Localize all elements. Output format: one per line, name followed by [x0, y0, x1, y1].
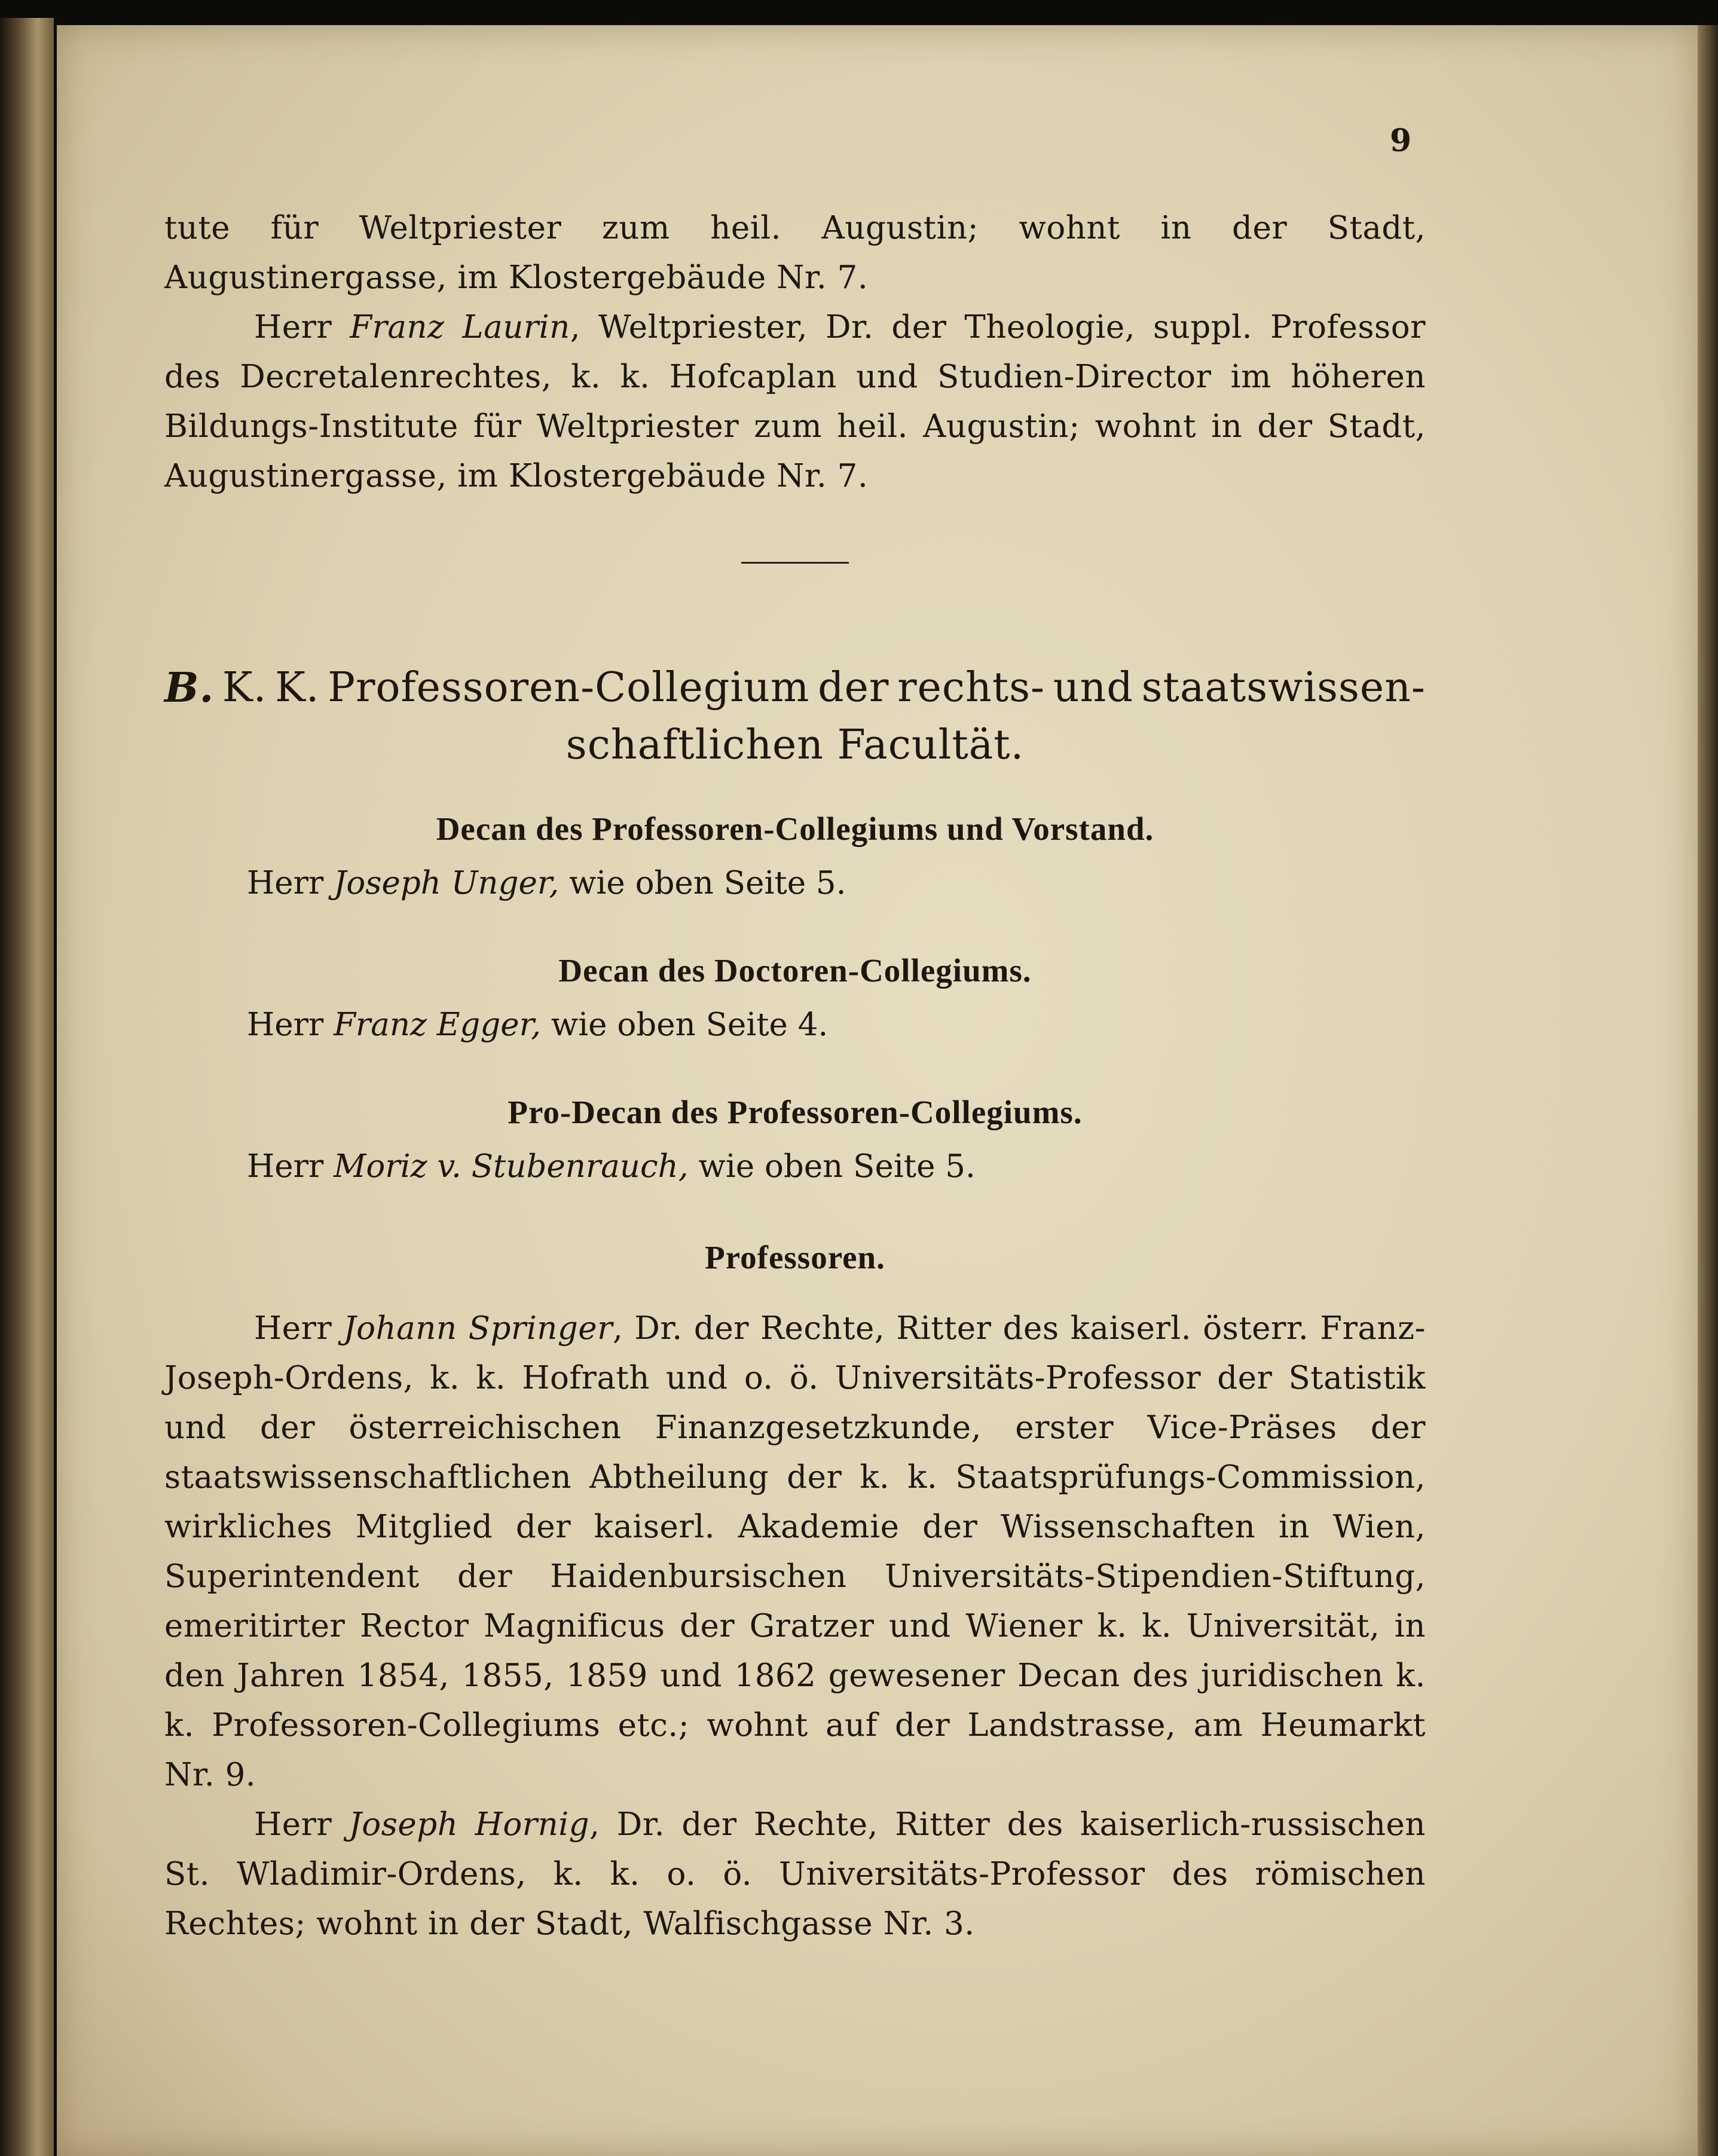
page-body [164, 203, 1426, 1949]
herr-label: Herr [254, 1806, 332, 1843]
title-word: Professoren-Collegium [328, 664, 810, 711]
entry-text: , Dr. der Rechte, Ritter des kaiserl. österr. Franz-Joseph-Ordens, k. k. Hofrath und o. ö. Universitäts-Professor der Statistik und der österreichischen Finanzgesetzkunde, erster Vice-Präses der staatswissenschaftlichen Abtheilung der k. k. Staatsprüfungs-Commission, wirkliches Mitglied der kaiserl. Akademie der Wissenschaften in Wien, Superintendent der Haidenbursischen Universitäts-Stipendien-Stiftung, emeritirter Rector Magnificus der Gratzer und Wiener k. k. Universität, in den Jahren 1854, 1855, 1859 und 1862 gewesener Decan des juridischen k. k. Professoren-Collegiums etc.; wohnt auf der Landstrasse, am Heumarkt Nr. 9. [164, 1310, 1426, 1793]
office-entry [247, 860, 1426, 907]
entry-text: wie oben Seite 4. [541, 1007, 829, 1043]
office-heading: Decan des Professoren-Collegiums und Vorstand. [436, 811, 1154, 847]
office-heading: Decan des Doctoren-Collegiums. [558, 952, 1032, 989]
herr-label: Herr [254, 309, 332, 345]
professor-entry [164, 1304, 1426, 1800]
continuation-paragraph: tute für Weltpriester zum heil. Augustin; wohnt in der Stadt, Augustinergasse, im Klostergebäude Nr. 7. [164, 210, 1426, 296]
office-heading: Pro-Decan des Professoren-Collegiums. [508, 1094, 1083, 1130]
facing-page-edge [0, 18, 54, 2156]
herr-label: Herr [254, 1310, 332, 1347]
entry-text: wie oben Seite 5. [559, 865, 846, 901]
entry-text: , Weltpriester, Dr. der Theologie, suppl. Professor des Decretalenrechtes, k. k. Hofcaplan und Studien-Director im höheren Bildungs-Institute für Weltpriester zum heil. Augustin; wohnt in der Stadt, Augustinergasse, im Klostergebäude Nr. 7. [164, 309, 1426, 494]
page-right-edge [1698, 25, 1718, 2156]
title-word: K. [275, 664, 320, 711]
page-number: 9 [1390, 123, 1412, 159]
section-heading [164, 659, 1426, 774]
herr-label: Herr [247, 1007, 324, 1043]
herr-label: Herr [247, 1148, 324, 1185]
title-word: der [818, 664, 889, 711]
person-name: Johann Springer [343, 1310, 613, 1347]
entry-text: , Dr. der Rechte, Ritter des kaiserlich-russischen St. Wladimir-Ordens, k. k. o. ö. Universitäts-Professor des römischen Rechtes; wohnt in der Stadt, Walfischgasse Nr. 3. [164, 1806, 1426, 1942]
section-heading-line-2: schaftlichen Facultät. [565, 721, 1025, 769]
person-name: Franz Laurin [350, 309, 570, 345]
title-word: staatswissen- [1141, 664, 1426, 711]
entry-laurin [164, 302, 1426, 501]
person-name: Moriz v. Stubenrauch, [334, 1148, 689, 1185]
section-heading-line-1 [164, 659, 1426, 717]
section-letter: B. [164, 664, 215, 712]
entry-text: wie oben Seite 5. [688, 1148, 976, 1185]
section-divider [741, 562, 849, 564]
person-name: Joseph Hornig [349, 1806, 590, 1843]
title-word: K. [222, 664, 267, 711]
professoren-heading: Professoren. [705, 1239, 885, 1276]
professor-entry [164, 1800, 1426, 1949]
person-name: Joseph Unger, [334, 865, 560, 901]
person-name: Franz Egger, [334, 1007, 542, 1043]
office-entry [247, 1143, 1426, 1191]
title-word: rechts- [897, 664, 1045, 711]
office-entry [247, 1001, 1426, 1049]
herr-label: Herr [247, 865, 324, 901]
title-word: und [1053, 664, 1133, 711]
